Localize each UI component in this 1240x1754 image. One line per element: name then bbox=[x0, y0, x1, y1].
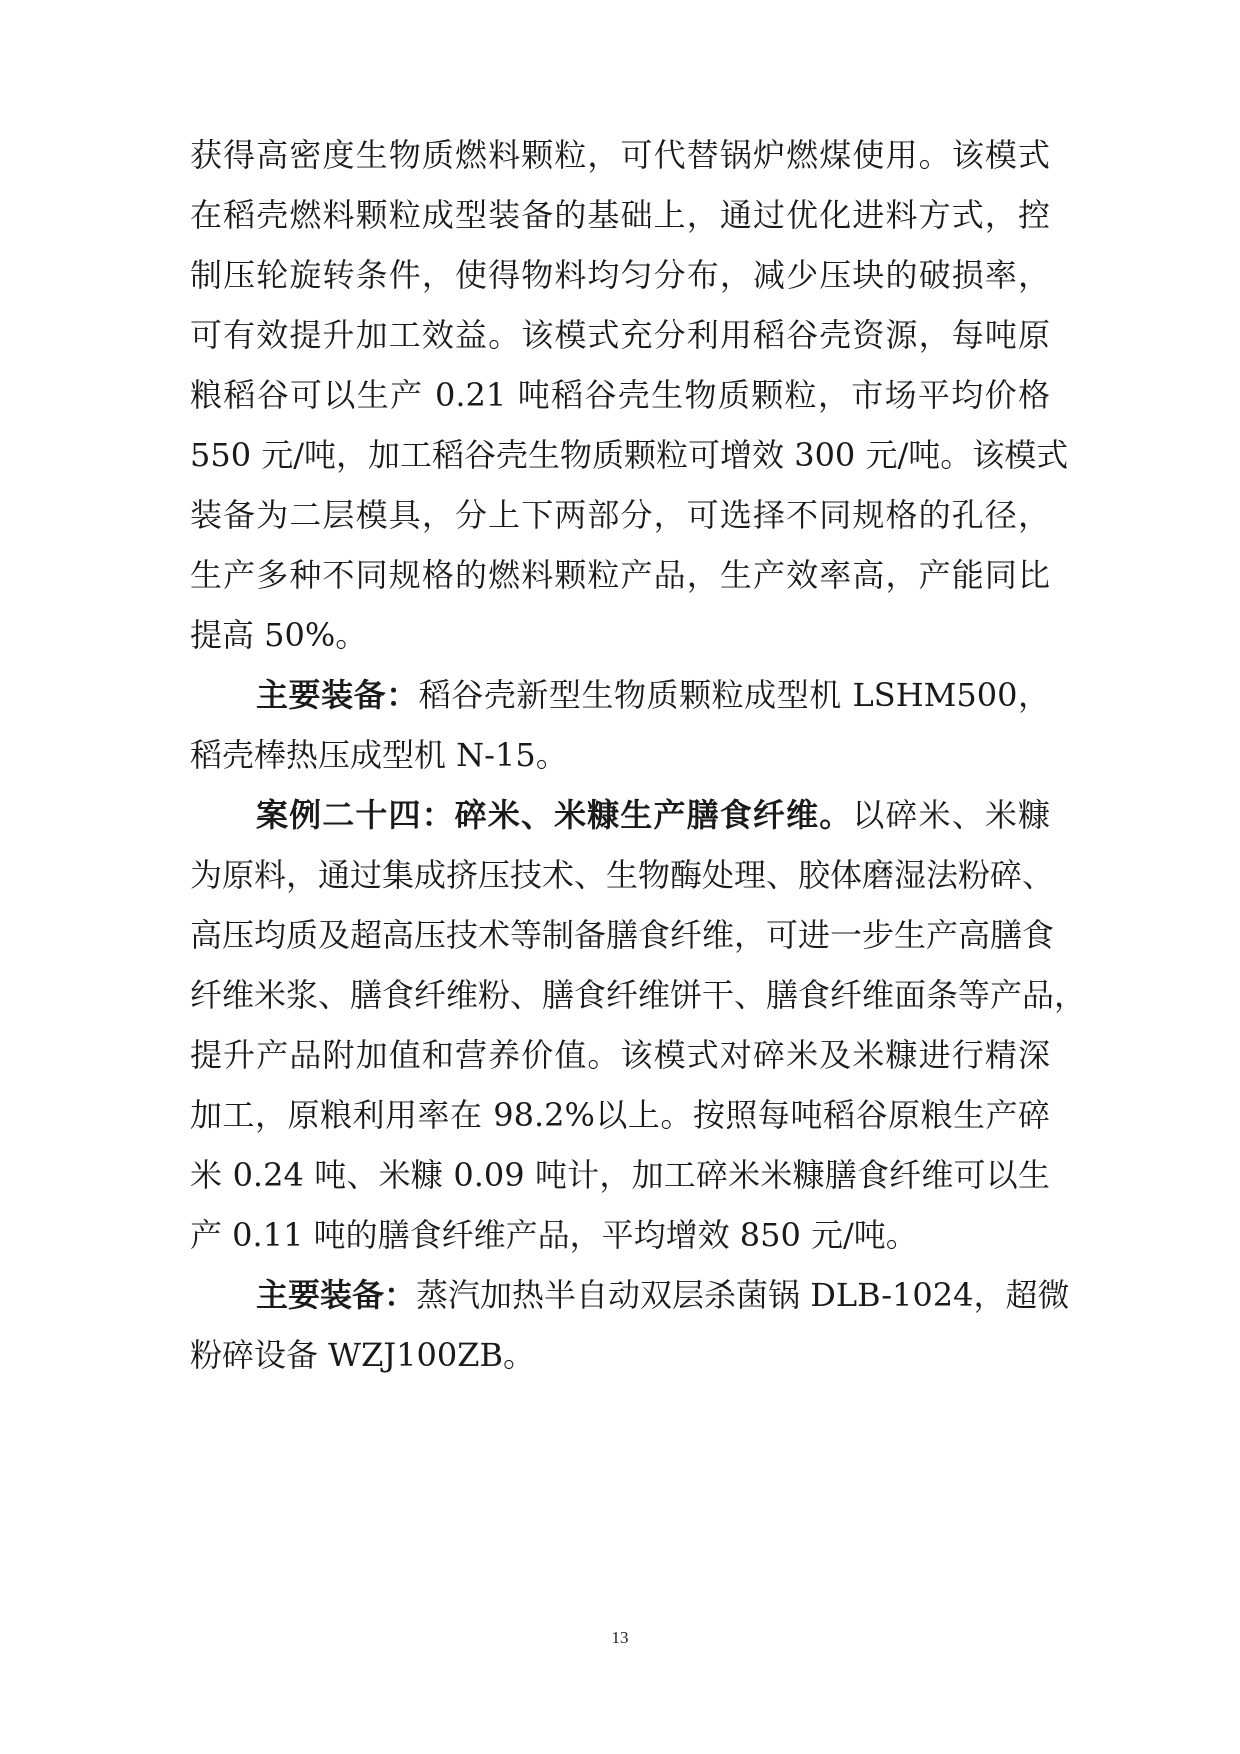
paragraph-line: 生产多种不同规格的燃料颗粒产品，生产效率高，产能同比 bbox=[190, 556, 1050, 594]
equipment-text: 稻谷壳新型生物质颗粒成型机 LSHM500， bbox=[418, 676, 1050, 714]
paragraph-line: 加工，原粮利用率在 98.2%以上。按照每吨稻谷原粮生产碎 bbox=[190, 1096, 1050, 1134]
case-heading-line bbox=[256, 782, 1050, 848]
equipment-line: 粉碎设备 WZJ100ZB。 bbox=[190, 1336, 535, 1374]
equipment-text: 蒸汽加热半自动双层杀菌锅 DLB-1024，超微 bbox=[416, 1276, 1070, 1314]
paragraph-line: 粮稻谷可以生产 0.21 吨稻谷壳生物质颗粒，市场平均价格 bbox=[190, 376, 1050, 414]
paragraph-line: 提高 50%。 bbox=[190, 616, 368, 654]
paragraph-line: 制压轮旋转条件，使得物料均匀分布，减少压块的破损率， bbox=[190, 256, 1050, 294]
paragraph-line: 米 0.24 吨、米糠 0.09 吨计，加工碎米米糠膳食纤维可以生 bbox=[190, 1156, 1050, 1194]
page-number: 13 bbox=[611, 1628, 629, 1647]
equipment-line: 稻壳棒热压成型机 N-15。 bbox=[190, 736, 568, 774]
paragraph-line: 550 元/吨，加工稻谷壳生物质颗粒可增效 300 元/吨。该模式 bbox=[190, 436, 1069, 474]
paragraph-line: 可有效提升加工效益。该模式充分利用稻谷壳资源，每吨原 bbox=[190, 316, 1050, 354]
paragraph-line: 获得高密度生物质燃料颗粒，可代替锅炉燃煤使用。该模式 bbox=[190, 136, 1050, 174]
equipment-label: 主要装备： bbox=[256, 676, 419, 714]
paragraph-line: 产 0.11 吨的膳食纤维产品，平均增效 850 元/吨。 bbox=[190, 1216, 918, 1254]
paragraph-line: 在稻壳燃料颗粒成型装备的基础上，通过优化进料方式，控 bbox=[190, 196, 1050, 234]
paragraph-line: 装备为二层模具，分上下两部分，可选择不同规格的孔径， bbox=[190, 496, 1050, 534]
equipment-line bbox=[256, 662, 1050, 728]
paragraph-line: 为原料，通过集成挤压技术、生物酶处理、胶体磨湿法粉碎、 bbox=[190, 856, 1055, 894]
case-title: 案例二十四：碎米、米糠生产膳食纤维。 bbox=[256, 796, 853, 834]
paragraph-line: 高压均质及超高压技术等制备膳食纤维，可进一步生产高膳食 bbox=[190, 916, 1055, 954]
equipment-label: 主要装备： bbox=[256, 1276, 417, 1314]
case-text: 以碎米、米糠 bbox=[852, 796, 1050, 834]
equipment-line bbox=[256, 1262, 1070, 1328]
paragraph-line: 纤维米浆、膳食纤维粉、膳食纤维饼干、膳食纤维面条等产品， bbox=[190, 976, 1087, 1014]
paragraph-line: 提升产品附加值和营养价值。该模式对碎米及米糠进行精深 bbox=[190, 1036, 1050, 1074]
